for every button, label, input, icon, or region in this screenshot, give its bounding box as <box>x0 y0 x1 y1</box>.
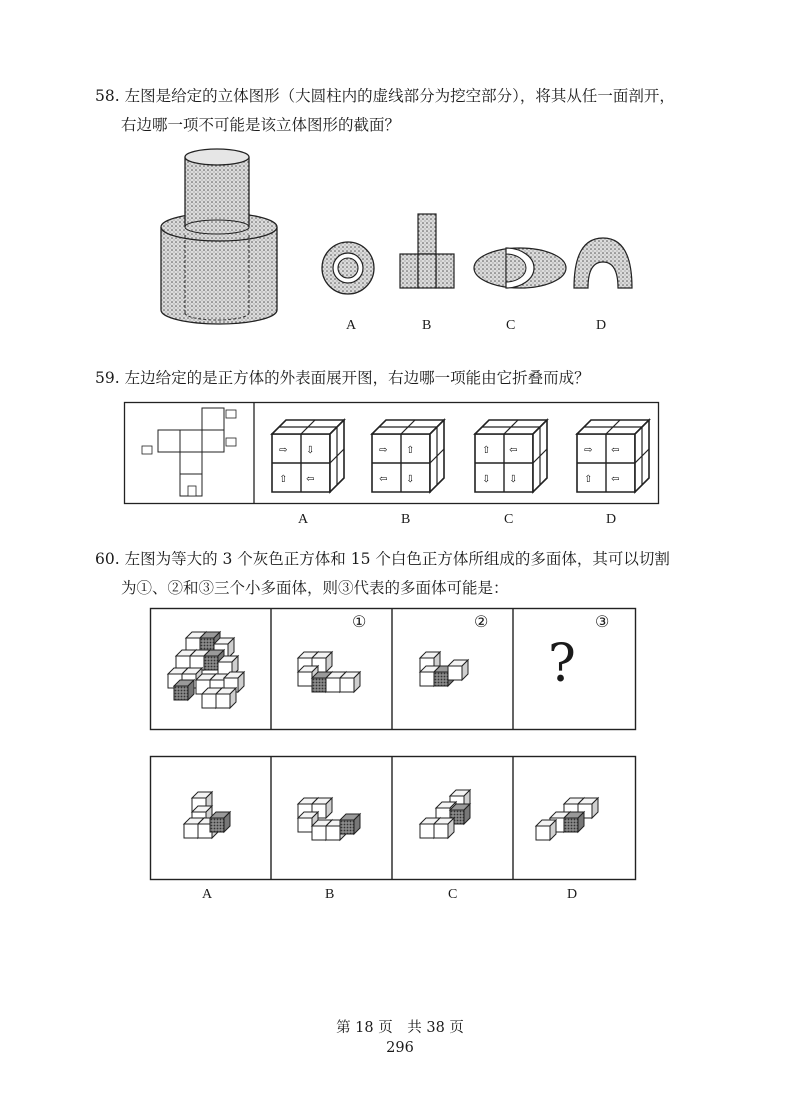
svg-text:⇨: ⇨ <box>584 445 593 456</box>
q59-option-b-cube <box>370 420 448 494</box>
page-number: 296 <box>386 1040 414 1056</box>
q58-label-d: D <box>596 318 607 333</box>
q60-label-d: D <box>567 887 578 902</box>
svg-text:⇧: ⇧ <box>482 445 491 456</box>
q60-label-a: A <box>202 887 213 902</box>
q58-line2: 右边哪一项不可能是该立体图形的截面？ <box>121 116 401 134</box>
q58-option-d-arch <box>570 232 636 292</box>
q58-option-a-ring <box>318 238 378 298</box>
svg-text:⇧: ⇧ <box>584 474 593 485</box>
svg-text:⇩: ⇩ <box>406 474 415 485</box>
q60-label-c: C <box>448 887 458 902</box>
q58-label-a: A <box>346 318 357 333</box>
svg-text:⇩: ⇩ <box>306 445 315 456</box>
q59-line1: 59. 左边给定的是正方体的外表面展开图，右边哪一项能由它折叠而成？ <box>95 369 590 387</box>
svg-text:⇨: ⇨ <box>279 445 288 456</box>
q59-label-a: A <box>298 512 309 527</box>
q60-label-b: B <box>325 887 335 902</box>
q60-marker-3: ③ <box>595 614 610 631</box>
q59-option-a-cube <box>270 420 348 494</box>
q58-cylinder-figure <box>155 145 285 340</box>
svg-text:⇧: ⇧ <box>279 474 288 485</box>
q58-line1: 58. 左图是给定的立体图形（大圆柱内的虚线部分为挖空部分），将其从任一面剖开， <box>95 87 675 105</box>
q60-line2: 为①、②和③三个小多面体，则③代表的多面体可能是： <box>121 579 509 597</box>
svg-text:⇦: ⇦ <box>611 445 620 456</box>
svg-text:⇨: ⇨ <box>379 445 388 456</box>
q60-bottom-panel <box>150 756 638 882</box>
svg-text:⇩: ⇩ <box>482 474 491 485</box>
svg-text:⇧: ⇧ <box>406 445 415 456</box>
q59-option-d-cube <box>575 420 653 494</box>
q60-question-mark: ? <box>548 634 576 694</box>
svg-text:⇦: ⇦ <box>379 474 388 485</box>
svg-text:⇦: ⇦ <box>306 474 315 485</box>
svg-text:⇦: ⇦ <box>611 474 620 485</box>
q58-label-b: B <box>422 318 432 333</box>
q59-label-c: C <box>504 512 514 527</box>
q60-marker-1: ① <box>352 614 367 631</box>
svg-text:⇦: ⇦ <box>509 445 518 456</box>
page-footer-text: 第 18 页 共 38 页 <box>336 1020 464 1036</box>
q59-label-b: B <box>401 512 411 527</box>
q59-label-d: D <box>606 512 617 527</box>
svg-text:⇩: ⇩ <box>509 474 518 485</box>
q60-line1: 60. 左图为等大的 3 个灰色正方体和 15 个白色正方体所组成的多面体，其可以切割 <box>95 550 670 568</box>
q58-option-b-t-shape <box>398 210 458 290</box>
q58-label-c: C <box>506 318 516 333</box>
q60-marker-2: ② <box>474 614 489 631</box>
q59-option-c-cube <box>473 420 551 494</box>
q58-option-c-ellipse <box>470 240 570 295</box>
